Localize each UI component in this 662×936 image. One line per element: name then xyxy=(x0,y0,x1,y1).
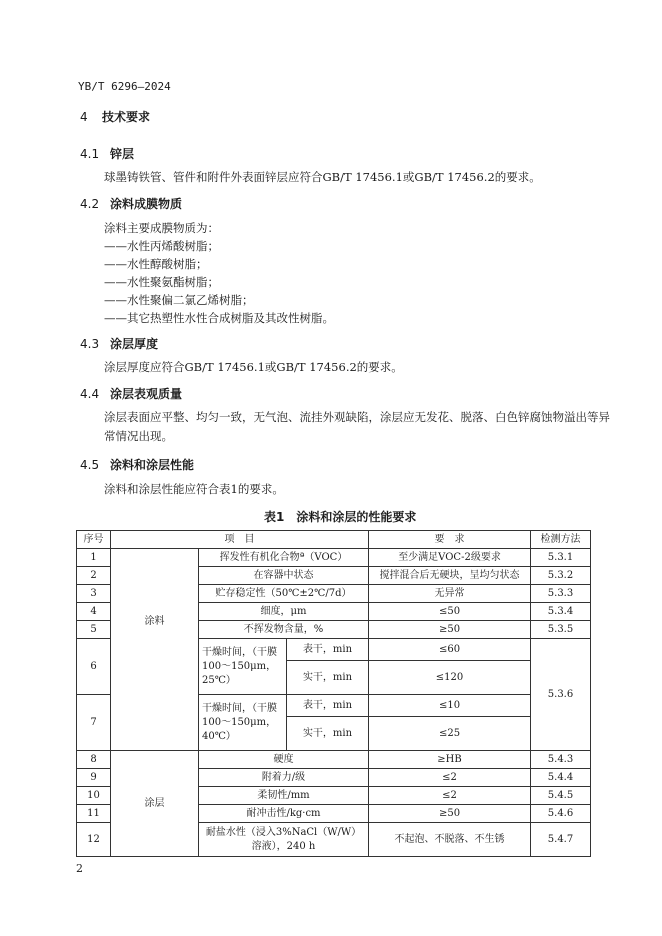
row-subitem: 表干，min xyxy=(287,695,369,717)
row-method: 5.4.6 xyxy=(531,805,591,823)
table-caption: 表1 涂料和涂层的性能要求 xyxy=(264,510,417,524)
row-requirement: ≥50 xyxy=(369,621,531,639)
table-row xyxy=(77,751,591,769)
row-requirement: ≤120 xyxy=(369,661,531,695)
row-subitem: 实干，min xyxy=(287,661,369,695)
row-no: 12 xyxy=(77,823,111,857)
row-no: 4 xyxy=(77,603,111,621)
row-method: 5.3.1 xyxy=(531,549,591,567)
row-method: 5.3.6 xyxy=(531,639,591,751)
table-row xyxy=(77,549,591,567)
row-method: 5.4.7 xyxy=(531,823,591,857)
section-4-5-heading xyxy=(80,456,194,473)
row-item: 贮存稳定性（50℃±2℃/7d） xyxy=(199,585,369,603)
row-item: 附着力/级 xyxy=(199,769,369,787)
row-method: 5.3.5 xyxy=(531,621,591,639)
row-requirement: ≤25 xyxy=(369,717,531,751)
row-requirement: ≤60 xyxy=(369,639,531,661)
table-header-row xyxy=(77,531,591,549)
section-title: 涂料和涂层性能 xyxy=(110,458,195,472)
section-4-2-heading xyxy=(80,195,182,212)
section-4-1-text: 球墨铸铁管、管件和附件外表面锌层应符合GB/T 17456.1或GB/T 17456.2的要求。 xyxy=(104,170,541,184)
row-requirement: 不起泡、不脱落、不生锈 xyxy=(369,823,531,857)
header-no: 序号 xyxy=(77,531,111,549)
row-item: 挥发性有机化合物ª（VOC） xyxy=(199,549,369,567)
row-no: 3 xyxy=(77,585,111,603)
row-no: 5 xyxy=(77,621,111,639)
row-method: 5.4.3 xyxy=(531,751,591,769)
row-requirement: 至少满足VOC-2级要求 xyxy=(369,549,531,567)
row-no: 1 xyxy=(77,549,111,567)
row-requirement: ≤50 xyxy=(369,603,531,621)
table-row xyxy=(77,695,591,717)
row-method: 5.3.4 xyxy=(531,603,591,621)
row-method: 5.4.4 xyxy=(531,769,591,787)
section-number: 4.2 xyxy=(80,197,100,211)
row-subitem: 表干，min xyxy=(287,639,369,661)
row-condition: 干燥时间，（干膜100～150μm，25℃） xyxy=(199,639,287,695)
row-method: 5.3.2 xyxy=(531,567,591,585)
row-subitem: 实干，min xyxy=(287,717,369,751)
section-title: 涂料成膜物质 xyxy=(110,197,183,211)
row-no: 9 xyxy=(77,769,111,787)
row-no: 7 xyxy=(77,695,111,751)
section-4-3-heading xyxy=(80,335,158,352)
row-requirement: 搅拌混合后无硬块，呈均匀状态 xyxy=(369,567,531,585)
group-coating-extension xyxy=(111,695,199,751)
row-method: 5.3.3 xyxy=(531,585,591,603)
row-no: 10 xyxy=(77,787,111,805)
row-item: 硬度 xyxy=(199,751,369,769)
row-requirement: ≥50 xyxy=(369,805,531,823)
group-layer: 涂层 xyxy=(111,751,199,857)
row-no: 2 xyxy=(77,567,111,585)
list-item: ——水性聚偏二氯乙烯树脂； xyxy=(104,293,254,307)
row-no: 11 xyxy=(77,805,111,823)
header-requirement: 要 求 xyxy=(369,531,531,549)
section-title: 涂层厚度 xyxy=(110,337,159,351)
page-number: 2 xyxy=(76,862,83,875)
section-4-heading xyxy=(80,108,150,125)
row-requirement: ≥HB xyxy=(369,751,531,769)
section-number: 4.3 xyxy=(80,337,100,351)
row-item: 不挥发物含量，% xyxy=(199,621,369,639)
row-item: 在容器中状态 xyxy=(199,567,369,585)
row-item: 柔韧性/mm xyxy=(199,787,369,805)
row-requirement: ≤2 xyxy=(369,787,531,805)
row-no: 6 xyxy=(77,639,111,695)
section-number: 4 xyxy=(80,110,88,124)
row-requirement: ≤2 xyxy=(369,769,531,787)
list-item: ——水性聚氨酯树脂； xyxy=(104,275,219,289)
row-condition: 干燥时间，（干膜100～150μm，40℃） xyxy=(199,695,287,751)
section-title: 技术要求 xyxy=(102,110,151,124)
group-coating: 涂料 xyxy=(111,549,199,695)
row-item: 细度，μm xyxy=(199,603,369,621)
section-title: 锌层 xyxy=(110,147,135,161)
header-item: 项 目 xyxy=(111,531,369,549)
list-item: ——其它热塑性水性合成树脂及其改性树脂。 xyxy=(104,311,334,325)
section-4-5-text: 涂料和涂层性能应符合表1的要求。 xyxy=(104,482,284,496)
section-number: 4.4 xyxy=(80,387,100,401)
section-4-3-text: 涂层厚度应符合GB/T 17456.1或GB/T 17456.2的要求。 xyxy=(104,360,403,374)
section-4-2-intro: 涂料主要成膜物质为： xyxy=(104,221,219,235)
row-method: 5.4.5 xyxy=(531,787,591,805)
row-requirement: 无异常 xyxy=(369,585,531,603)
row-item: 耐盐水性（浸入3%NaCl（W/W）溶液），240 h xyxy=(199,823,369,857)
section-title: 涂层表观质量 xyxy=(110,387,183,401)
performance-table xyxy=(76,530,591,857)
section-4-4-text: 涂层表面应平整、均匀一致，无气泡、流挂外观缺陷，涂层应无发花、脱落、白色锌腐蚀物溢出等异常情况出现。 xyxy=(104,410,610,443)
list-item: ——水性醇酸树脂； xyxy=(104,257,208,271)
section-number: 4.5 xyxy=(80,458,100,472)
row-item: 耐冲击性/kg·cm xyxy=(199,805,369,823)
standard-code: YB/T 6296—2024 xyxy=(78,80,171,93)
header-method: 检测方法 xyxy=(531,531,591,549)
row-requirement: ≤10 xyxy=(369,695,531,717)
list-item: ——水性丙烯酸树脂； xyxy=(104,239,219,253)
section-number: 4.1 xyxy=(80,147,100,161)
section-4-1-heading xyxy=(80,145,134,162)
section-4-4-heading xyxy=(80,385,182,402)
row-no: 8 xyxy=(77,751,111,769)
